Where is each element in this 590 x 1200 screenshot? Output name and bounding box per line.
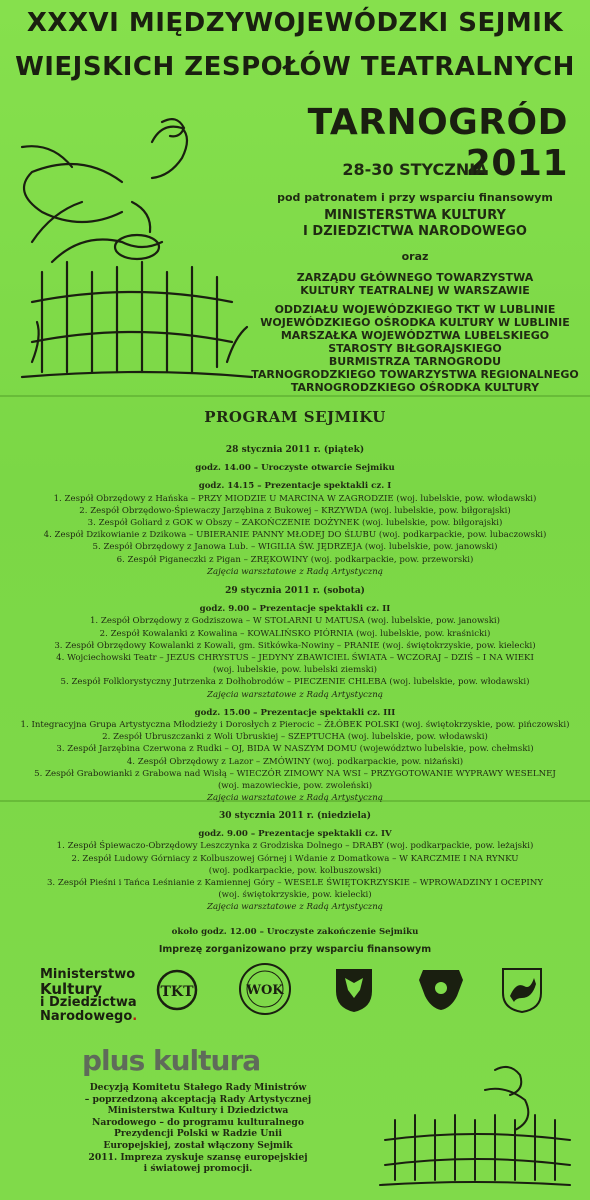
- ministry-logo-line: i Dziedzictwa: [40, 995, 137, 1010]
- program-item: (woj. mazowieckie, pow. zwoleński): [217, 781, 373, 792]
- decision-line: Europejskiej, został włączony Sejmik: [103, 1139, 293, 1151]
- program-item: 1. Integracyjna Grupa Artystyczna Młodzieży i Dorosłych z Pierocic – ŻŁÓBEK POLSKI (woj. świętokrzyskie, pow. pińczowski): [20, 720, 570, 731]
- program-title: PROGRAM SEJMIKU: [204, 408, 386, 426]
- program-item: (woj. lubelskie, pow. lubelski ziemski): [213, 665, 377, 676]
- decision-line: Ministerstwa Kultury i Dziedzictwa: [107, 1105, 289, 1117]
- day-heading: 30 stycznia 2011 r. (niedziela): [219, 811, 371, 821]
- session-heading: godz. 14.15 – Prezentacje spektakli cz. I: [198, 481, 392, 492]
- program-item: 2. Zespół Ludowy Górniacy z Kolbuszowej Górnej i Wdanie z Domatkowa – W KARCZMIE I NA RYNKU: [71, 853, 519, 864]
- title-line-3: TARNOGRÓD 2011: [307, 102, 568, 184]
- sponsor-item: ZARZĄDU GŁÓWNEGO TOWARZYSTWA: [296, 271, 534, 284]
- program-item: (woj. podkarpackie, pow. kolbuszowski): [208, 865, 382, 876]
- sponsor-item: TARNOGRODZKIEGO TOWARZYSTWA REGIONALNEGO: [251, 368, 579, 381]
- opening-line: godz. 14.00 – Uroczyste otwarcie Sejmiku: [195, 463, 395, 474]
- fold-line: [0, 395, 590, 397]
- festival-dates: 28-30 STYCZNIA: [342, 160, 488, 179]
- program-heading-wrap: [0, 408, 590, 426]
- bottom-fence-illustration: [375, 1060, 575, 1190]
- day-2: [0, 585, 590, 804]
- program-item: 5. Zespół Obrzędowy z Janowa Lub. – WIGILIA ŚW. JĘDRZEJA (woj. lubelskie, pow. janowski): [92, 542, 498, 553]
- bilgoraj-coat-of-arms-icon: [417, 966, 465, 1014]
- tkt-logo: [156, 966, 198, 1014]
- sponsor-block: [250, 160, 580, 394]
- program-item: 6. Zespół Piganeczki z Pigan – ZRĘKOWINY (woj. podkarpackie, pow. przeworski): [116, 554, 474, 565]
- ministry-logo-line: Kultury: [40, 980, 103, 998]
- program-item: 3. Zespół Obrzędowy Kowalanki z Kowali, gm. Sitkówka-Nowiny – PRANIE (woj. świętokrzyskie, pow. kielecki): [54, 640, 536, 651]
- program-item: (woj. świętokrzyskie, pow. kielecki): [218, 890, 372, 901]
- day-1: [0, 444, 590, 578]
- program-item: 3. Zespół Jarzębina Czerwona z Rudki – OJ, BIDA W NASZYM DOMU (województwo lubelskie, pow. chełmski): [56, 744, 534, 755]
- program-item: 1. Zespół Obrzędowy z Hańska – PRZY MIODZIE U MARCINA W ZAGRODZIE (woj. lubelskie, pow. włodawski): [53, 493, 537, 504]
- ministry-line-1: MINISTERSTWA KULTURY: [324, 208, 506, 223]
- program-item: 4. Zespół Dzikowianie z Dzikowa – UBIERANIE PANNY MŁODEJ DO ŚLUBU (woj. podkarpackie, pow. lubaczowski): [43, 530, 547, 541]
- program-item: 4. Wojciechowski Teatr – JEZUS CHRYSTUS – JEDYNY ZBAWICIEL ŚWIATA – WCZORAJ – DZIŚ – I NA WIEKI: [56, 653, 534, 664]
- ministry-line-2: I DZIEDZICTWA NARODOWEGO: [303, 224, 527, 239]
- program-item: 2. Zespół Ubruszczanki z Woli Ubruskiej – SZEPTUCHA (woj. lubelskie, pow. włodawski): [102, 732, 488, 743]
- funding-note: Imprezę zorganizowano przy wsparciu finansowym: [158, 944, 432, 955]
- program-item: 2. Zespół Obrzędowo-Śpiewaczy Jarzębina z Bukowej – KRZYWDA (woj. lubelskie, pow. biłgorajski): [79, 505, 511, 516]
- program-item: 5. Zespół Grabowianki z Grabowa nad Wisłą – WIECZÓR ZIMOWY NA WSI – PRZYGOTOWANIE WYPRAWY WESELNEJ: [34, 768, 556, 779]
- day-heading: 28 stycznia 2011 r. (piątek): [225, 445, 365, 455]
- decision-line: – poprzedzoną akceptacją Rady Artystycznej: [84, 1093, 312, 1105]
- patronage-intro: pod patronatem i przy wsparciu finansowym: [277, 191, 553, 204]
- ministry-logo: [40, 968, 137, 1024]
- program-item: 3. Zespół Goliard z GOK w Obszy – ZAKOŃCZENIE DOŻYNEK (woj. lubelskie, pow. biłgorajski): [87, 518, 503, 529]
- decision-line: 2011. Impreza zyskuje szansę europejskiej: [88, 1151, 308, 1163]
- sponsor-item: TARNOGRODZKIEGO OŚRODKA KULTURY: [290, 381, 540, 394]
- ministry-logo-dot: .: [132, 1009, 138, 1024]
- day-3: [0, 810, 590, 938]
- sponsor-item: MARSZAŁKA WOJEWÓDZTWA LUBELSKIEGO: [280, 329, 550, 342]
- program-item: 4. Zespół Obrzędowy z Lazor – ZMÓWINY (woj. podkarpackie, pow. niżański): [126, 756, 464, 767]
- decision-line: Narodowego – do programu kulturalnego: [92, 1116, 304, 1128]
- day-heading: 29 stycznia 2011 r. (sobota): [225, 586, 365, 596]
- sponsor-item: KULTURY TEATRALNEJ W WARSZAWIE: [300, 284, 530, 297]
- decision-line: Decyzją Komitetu Stałego Rady Ministrów: [89, 1082, 307, 1093]
- title-line-1: XXXVI MIĘDZYWOJEWÓDZKI SEJMIK: [26, 8, 564, 38]
- lubelskie-coat-of-arms-icon: [333, 966, 375, 1014]
- program-item: 3. Zespół Pieśni i Tańca Leśnianie z Kamiennej Góry – WESELE ŚWIĘTOKRZYSKIE – WPROWADZINY I OCEPINY: [46, 878, 544, 889]
- ministry-logo-line: Narodowego: [40, 1009, 133, 1024]
- wok-logo-text: WOK: [246, 983, 284, 998]
- plus-kultura-logo: plus kultura: [82, 1044, 261, 1077]
- sponsor-item: BURMISTRZA TARNOGRODU: [328, 355, 502, 368]
- ministry-logo-line: Ministerstwo: [40, 967, 136, 982]
- session-heading: godz. 15.00 – Prezentacje spektakli cz. III: [194, 707, 396, 718]
- wok-logo: [238, 962, 292, 1016]
- tarnogrod-coat-of-arms-icon: [500, 966, 544, 1014]
- decision-text: [78, 1082, 318, 1175]
- sponsor-item: ODDZIAŁU WOJEWÓDZKIEGO TKT W LUBLINIE: [274, 303, 556, 316]
- rooster-fence-illustration: [12, 112, 262, 387]
- workshop-note: Zajęcia warsztatowe z Radą Artystyczną: [207, 689, 383, 700]
- sponsor-item: STAROSTY BIŁGORAJSKIEGO: [328, 342, 502, 355]
- program-item: 2. Zespół Kowalanki z Kowalina – KOWALIŃSKO PIÓRNIA (woj. lubelskie, pow. kraśnicki): [99, 628, 491, 639]
- program-item: 5. Zespół Folklorystyczny Jutrzenka z Dołhobrodów – PIECZENIE CHLEBA (woj. lubelskie, pow. włodawski): [60, 677, 530, 688]
- decision-line: Prezydencji Polski w Radzie Unii: [114, 1128, 282, 1140]
- closing-line: około godz. 12.00 – Uroczyste zakończenie Sejmiku: [171, 926, 419, 937]
- session-heading: godz. 9.00 – Prezentacje spektakli cz. IV: [198, 829, 392, 840]
- workshop-note: Zajęcia warsztatowe z Radą Artystyczną: [207, 566, 383, 577]
- title-line-2: WIEJSKICH ZESPOŁÓW TEATRALNYCH: [15, 52, 575, 82]
- program-item: 1. Zespół Śpiewaczo-Obrzędowy Leszczynka z Grodziska Dolnego – DRABY (woj. podkarpackie, pow. leżajski): [56, 841, 534, 852]
- sponsor-item: WOJEWÓDZKIEGO OŚRODKA KULTURY W LUBLINIE: [260, 316, 570, 329]
- oraz-text: oraz: [401, 250, 429, 263]
- workshop-note: Zajęcia warsztatowe z Radą Artystyczną: [207, 793, 383, 804]
- program-item: 1. Zespół Obrzędowy z Godziszowa – W STOLARNI U MATUSA (woj. lubelskie, pow. janowski): [89, 616, 501, 627]
- workshop-note: Zajęcia warsztatowe z Radą Artystyczną: [207, 902, 383, 913]
- tkt-logo-text: TKT: [160, 984, 194, 1000]
- session-heading: godz. 9.00 – Prezentacje spektakli cz. II: [199, 604, 391, 615]
- decision-line: i światowej promocji.: [143, 1163, 253, 1175]
